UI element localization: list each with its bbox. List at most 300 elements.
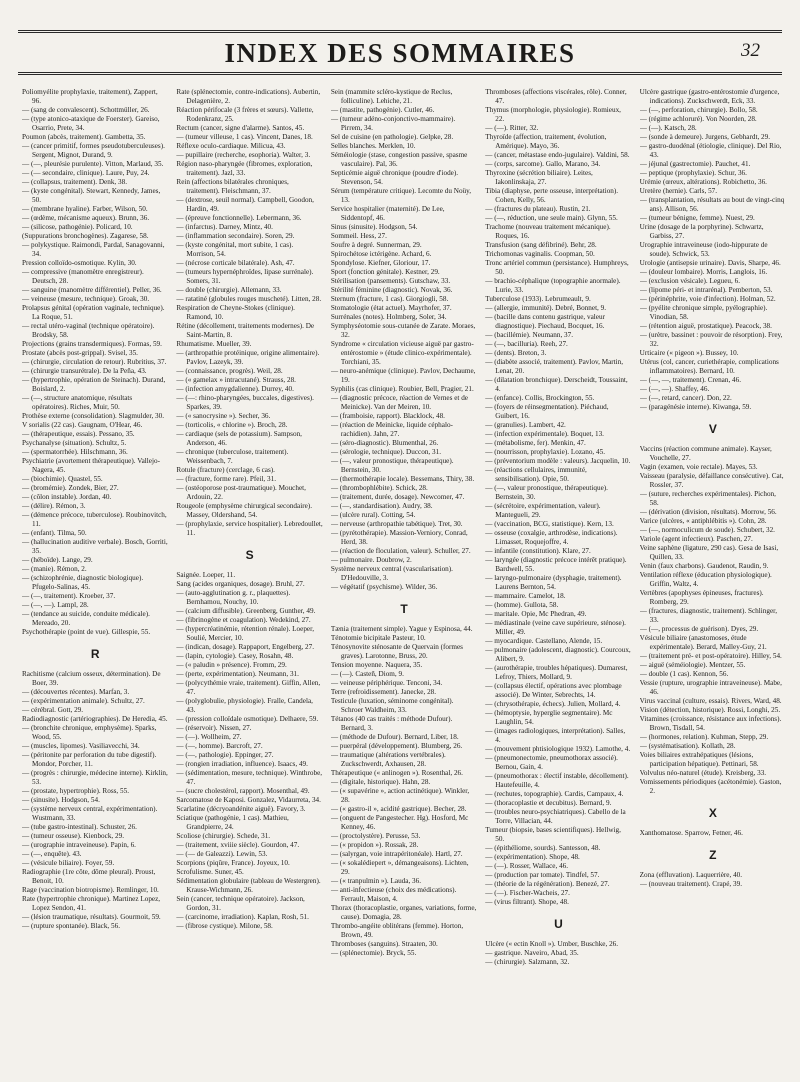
index-entry: — (— secondaire, clinique). Laure, Puy, 24.	[22, 169, 150, 177]
index-entry: Urographie intraveineuse (iodo-hippurate de soude). Schwick, 53.	[639, 241, 768, 258]
index-entry: — (hallucination auditive verbale). Bosch, Gorriti, 35.	[22, 538, 168, 555]
index-entry: — (torticolis, « chlorine »). Broch, 28.	[176, 421, 288, 429]
index-entry: Utérus (col, cancer, curiethérapie, complications inflammatoires). Bernard, 10.	[639, 358, 779, 375]
index-entry: — (fracture, forme rare). Pfeil, 31.	[176, 475, 276, 483]
index-entry: Sommeil. Hess, 27.	[330, 232, 387, 240]
index-entry: — (préventorium modèle : valeurs). Jacquelin, 10.	[485, 457, 631, 465]
index-entry: — (membrane hyaline). Farber, Wilson, 50.	[22, 205, 148, 213]
index-entry: — ratatiné (globules rouges muscheté). Litten, 28.	[176, 295, 322, 303]
index-entry: — (—, —). Lampl, 28.	[22, 601, 89, 609]
index-entry: — (exclusion vésicale). Legueu, 6.	[639, 277, 741, 285]
index-column	[640, 88, 786, 1074]
index-entry: — (théorie de la régénération). Benezé, 27.	[485, 880, 610, 888]
section-letter: Z	[709, 848, 717, 862]
index-entry: Rotule (fracture) (cerclage, 6 cas).	[176, 466, 275, 474]
index-entry: Réflexe oculo-cardiaque. Milicua, 43.	[176, 142, 286, 150]
index-entry: — (fractures du plateau). Rustin, 21.	[485, 205, 591, 213]
index-entry: Sinus (sinusite). Hodgson, 54.	[330, 223, 418, 231]
index-column	[331, 88, 477, 1074]
index-entry: — (urographie intraveineuse). Papin, 6.	[22, 841, 136, 849]
index-entry: Syphilis (cas clinique). Roubier, Bell, Pragier, 21.	[330, 385, 474, 393]
index-entry: Scoliose (chirurgie). Schede, 31.	[176, 832, 271, 840]
index-entry: — (homme). Gullota, 58.	[485, 601, 559, 609]
index-entry: — (« gastro-il », acidité gastrique). Becher, 28.	[330, 805, 467, 813]
index-entry: — chronique (tuberculose, traitement). Weissenbach, 7.	[176, 448, 289, 465]
index-entry: — (polycythémie vraie, traitement). Giffin, Allen, 47.	[176, 679, 321, 696]
index-entry: Stérilité féminine (diagnostic). Novak, 36.	[330, 286, 453, 294]
index-entry: Vertèbres (apophyses épineuses, fractures). Romberg, 29.	[639, 589, 764, 606]
index-entry: Sternum (fracture, 1 cas). Giorgiogli, 58.	[330, 295, 449, 303]
index-entry: — (collapsus électif, opérations avec plombage associé). De Winter, Sebrechts, 14.	[485, 682, 622, 699]
index-entry: — médiastinale (veine cave supérieure, sténose). Miller, 49.	[485, 619, 626, 636]
index-entry: — (thermothérapie locale). Bessemans, Thiry, 38.	[330, 475, 475, 483]
index-entry: — (prostate, hypertrophie). Ross, 55.	[22, 787, 129, 795]
index-entry: Thromboses (sanguins). Straaten, 30.	[330, 940, 438, 948]
index-entry: — (corps, sarcome). Gallo, Marano, 34.	[485, 160, 601, 168]
index-column	[485, 88, 631, 1074]
index-entry: — pupillaire (recherche, esophoria). Walter, 3.	[176, 151, 311, 159]
index-entry: Variole (agent infectieux). Paschen, 27.	[639, 535, 753, 543]
index-entry: — (épreuve fonctionnelle). Lebermann, 36.	[176, 214, 302, 222]
index-entry: — (hypertrophie, opération de Steinach). Durand, Boislard, 2.	[22, 376, 166, 393]
index-entry: — osseuse (coxalgie, arthrodèse, indications). Limasset, Roquejoffre, 4.	[485, 529, 618, 546]
index-entry: Radiodiagnostic (artériographies). De Heredia, 45.	[22, 715, 168, 723]
index-entry: — veineuse (mesure, technique). Groak, 30.	[22, 295, 150, 303]
index-columns	[22, 88, 786, 1074]
index-entry: — (lésion traumatique, résultats). Gourmoit, 59.	[22, 913, 161, 921]
index-entry: — (—). Rosser, Wallace, 46.	[485, 862, 569, 870]
index-entry: — (hypercréatinémie, rétention rénale). Loeper, Soulié, Mercier, 10.	[176, 625, 315, 642]
index-entry: — (schizophrénie, diagnostic biologique). Pfugelo-Salinas, 45.	[22, 574, 144, 591]
index-entry: Respiration de Cheyne-Stokes (clinique). Ramond, 10.	[176, 304, 295, 321]
index-entry: — (vésicule biliaire). Foyer, 59.	[22, 859, 115, 867]
index-entry: — (—, perforation, chirurgie). Bollo, 58.	[639, 106, 758, 114]
index-entry: — (—, —, traitement). Crenan, 46.	[639, 376, 742, 384]
index-entry: — (traitement pré- et post-opératoire). Hilley, 54.	[639, 652, 782, 660]
index-entry: — (bromémie). Zondek, Bier, 27.	[22, 484, 119, 492]
index-entry: Sarcomatose de Kaposi. Gonzalez, Vidaurreta, 34.	[176, 796, 321, 804]
index-entry: Trachome (nouveau traitement mécanique). Roques, 16.	[485, 223, 611, 240]
index-entry: Vagin (examen, voie rectale). Mayes, 53.	[639, 463, 758, 471]
index-entry: — (sang de convalescent). Schottmüller, 26.	[22, 106, 150, 114]
index-entry: Saignée. Loeper, 11.	[176, 571, 236, 579]
index-entry: Virus vaccinal (culture, essais). Rivers, Ward, 48.	[639, 697, 782, 705]
index-entry: — (manie). Rémon, 2.	[22, 565, 87, 573]
section-letter: V	[708, 422, 717, 436]
index-entry: — (infection expérimentale). Boquet, 13.	[485, 430, 604, 438]
index-entry: — (virus filtrant). Shope, 48.	[485, 898, 569, 906]
index-entry: — (thérapeutique, essais). Pessano, 35.	[22, 430, 135, 438]
index-entry: Varice (ulcères, « antiphlébitis »). Cohn, 28.	[639, 517, 767, 525]
index-entry: Volvulus néo-naturel (étude). Kreisberg, 33.	[639, 769, 767, 777]
section-letter: S	[245, 548, 254, 562]
index-entry: — (périnéphrite, voie d'infection). Holman, 52.	[639, 295, 776, 303]
index-entry: — (suture, recherches expérimentales). Pichon, 58.	[639, 490, 776, 507]
index-entry: Séméiologie (stase, congestion passive, spasme vasculaire). Pal, 36.	[330, 151, 468, 168]
index-entry: — (dents). Breton, 3.	[485, 349, 547, 357]
index-entry: Thymus (morphologie, physiologie). Romieux, 22.	[485, 106, 621, 123]
index-entry: Radiographie (1re côte, dôme pleural). Proust, Benoit, 10.	[22, 868, 156, 885]
index-entry: Veine saphène (ligature, 290 cas). Gesa de Isasi, Quillen, 33.	[639, 544, 779, 561]
index-entry: Rein (affections bilatérales chroniques, traitement). Fleischmann, 37.	[176, 178, 289, 195]
index-entry: — (granulies). Lambert, 42.	[485, 421, 566, 429]
index-entry: Sang (acides organiques, dosage). Bruhl, 27.	[176, 580, 305, 588]
index-entry: — (pyélite chronique simple, pyélographie). Vinodian, 58.	[639, 304, 768, 321]
index-entry: — (tumeur bénigne, femme). Nuest, 29.	[639, 214, 755, 222]
index-entry: Thérapeutique (« anlinogen »). Rosenthal, 26.	[330, 769, 463, 777]
index-entry: — puerpéral (développement). Blumberg, 26.	[330, 742, 463, 750]
index-entry: Thromboses (affections viscérales, rôle). Conner, 47.	[485, 88, 627, 105]
index-entry: Voies biliaires extrahépatiques (lésions, participation hépatique). Pettinari, 58.	[639, 751, 759, 768]
index-entry: Septicémie aiguë chronique (poudre d'iode). Stevenson, 54.	[330, 169, 459, 186]
index-entry: — compressive (manomètre enregistreur). Deutsch, 28.	[22, 268, 144, 285]
index-entry: — (lipome péri- et intrarénal). Pemberton, 53.	[639, 286, 773, 294]
index-entry: Symphyséotomie sous-cutanée de Zarate. Moraes, 32.	[330, 322, 476, 339]
index-entry: — traumatique (altérations vertébrales). Zuckschwerdt, Axhausen, 28.	[330, 751, 446, 768]
index-entry: — brachio-céphalique (topographie anormale). Lurie, 33.	[485, 277, 621, 294]
index-entry: Rage (vaccination biotropisme). Remlinger, 10.	[22, 886, 159, 894]
index-entry: — (réservoir). Nissen, 27.	[176, 724, 252, 732]
index-entry: Prostate (abcès post-grippal). Svisel, 35.	[22, 349, 138, 357]
index-entry: — (traitement, durée, dosage). Newcomer, 47.	[330, 493, 465, 501]
index-entry: Syndrome « circulation vicieuse aiguë par gastro-entérostomie » (étude clinico-expérimentale). Torchiani, 35.	[330, 340, 474, 366]
index-entry: — (spermatorrhée). Hilschmann, 36.	[22, 448, 128, 456]
index-entry: Thyroxine (sécrétion biliaire). Leites, Iakonlinskaja, 27.	[485, 169, 593, 186]
index-entry: — laryngo-pulmonaire (dysphagie, traitement). Laurens Bernton, 54.	[485, 574, 622, 591]
index-entry: — (proctolystère). Perusse, 53.	[330, 832, 421, 840]
index-entry: Testicule (luxation, séminome congénital). Schroer Waldheim, 33.	[330, 697, 454, 714]
index-entry: Scarlatine (décryoandénite aiguë). Favory, 3.	[176, 805, 306, 813]
index-entry: Psychothérapie (point de vue). Gillespie, 55.	[22, 628, 151, 636]
index-entry: — (« sanocrysine »). Secher, 36.	[176, 412, 271, 420]
index-entry: Urémie (œreux, altérations). Robichetto, 36.	[639, 178, 767, 186]
section-letter: T	[400, 602, 408, 616]
index-entry: Tronc artériel commun (persistance). Humphreys, 50.	[485, 259, 629, 276]
index-entry: Soufre à degré. Sunnerman, 29.	[330, 241, 422, 249]
index-entry: — (type atonico-ataxique de Foerster). Gareiso, Osarrio, Prete, 34.	[22, 115, 160, 132]
index-entry: Poliomyélite prophylaxie, traitement), Zappert, 96.	[22, 88, 158, 105]
index-entry: — jéjunal (gastrectomie). Pauchet, 41.	[639, 160, 751, 168]
index-entry: — (lapin, cytologie). Casey, Rosahn, 48.	[176, 652, 294, 660]
index-entry: — (transplantation, résultats au bout de vingt-cinq ans). Allison, 56.	[639, 196, 785, 213]
index-entry: Pression colloïdo-osmotique. Kylin, 30.	[22, 259, 137, 267]
index-entry: Service hospitalier (maternité). De Lee, Siddentopf, 46.	[330, 205, 445, 222]
index-entry: — mammaire. Camelot, 18.	[485, 592, 566, 600]
index-entry: — (chirurgie transurétrale). De la Peña, 43.	[22, 367, 147, 375]
index-entry: Rate (hypertrophie chronique). Martinez Lopez, Lopez Sendon, 41.	[22, 895, 161, 912]
index-entry: — myocardique. Castellano, Alende, 15.	[485, 637, 603, 645]
index-entry: Système nerveux central (vascularisation). D'Hedouville, 3.	[330, 565, 453, 582]
index-entry: Surrénales (notes). Holmberg, Soler, 34.	[330, 313, 447, 321]
index-entry: — (pneumonectomie, pneumothorax associé). Bernou, Gain, 4.	[485, 754, 618, 771]
index-entry: Spirochétose ictérigène. Achard, 6.	[330, 250, 432, 258]
index-entry: — (progrès : chirurgie, médecine interne). Kirklin, 53.	[22, 769, 168, 786]
index-entry: Selles blanches. Merklen, 10.	[330, 142, 416, 150]
index-entry: — (pneumothorax : électif instable, décollement). Hautefeuille, 4.	[485, 772, 629, 789]
index-entry: — (biochimie). Quastel, 55.	[22, 475, 103, 483]
index-entry: — (framboisie, rapport). Blacklock, 48.	[330, 412, 445, 420]
index-entry: — (pression colloïdale osmotique). Delhaere, 59.	[176, 715, 319, 723]
index-entry: — (—, valeur pronostique, thérapeutique). Bernstein, 30.	[330, 457, 454, 474]
index-entry: — (auto-agglutination g. r., plaquettes). Bernhamou, Nouchy, 10.	[176, 589, 291, 606]
index-entry: V sorialis (22 cas). Gaugnam, O'Hear, 46.	[22, 421, 143, 429]
index-entry: Ulcère (« ectin Knoll »). Umber, Buschke, 26.	[485, 940, 619, 948]
index-entry: — (dilatation bronchique). Derscheidt, Toussaint, 4.	[485, 376, 628, 393]
index-entry: — (foyers de réinsegmentation). Piéchaud, Guibert, 16.	[485, 403, 609, 420]
index-entry: — (splénectomie). Bryck, 55.	[330, 949, 417, 957]
index-entry: Rectum (cancer, signe d'alarme). Santos, 45.	[176, 124, 305, 132]
index-entry: Ténosynovite sténosante de Quervain (formes graves). Larotonne, Bruss, 20.	[330, 643, 463, 660]
index-entry: — (—). Wollheim, 27.	[176, 733, 242, 741]
index-entry: — (indican, dosage). Rappaport, Engelberg, 27.	[176, 643, 314, 651]
index-entry: — (—, pleurésie purulente). Vitton, Marlaud, 35.	[22, 160, 164, 168]
index-entry: — (héboïde). Lange, 29.	[22, 556, 93, 564]
index-entry: — (systématisation). Kollath, 28.	[639, 742, 736, 750]
index-entry: — (fibrose cystique). Milone, 58.	[176, 922, 273, 930]
index-entry: — (« sokalédiepert », démangeaisons). Lichten, 29.	[330, 859, 469, 876]
index-entry: — (aurothérapie, troubles hépatiques). Dumarest, Lefroy, Thiers, Mollard, 9.	[485, 664, 628, 681]
index-entry: Sein (cancer, technique opératoire). Jackson, Gordon, 31.	[176, 895, 305, 912]
index-entry: — (découvertes récentes). Marfan, 3.	[22, 688, 130, 696]
index-entry: — (péritonite par perforation du tube digestif). Mondor, Porcher, 11.	[22, 751, 157, 768]
section-letter: R	[90, 647, 100, 661]
index-entry: — (régime achloruré). Von Noorden, 28.	[639, 115, 757, 123]
index-entry: — aiguë (séméiologie). Mentzer, 55.	[639, 661, 746, 669]
index-entry: Vessie (rupture, urographie intraveineuse). Mabe, 46.	[639, 679, 782, 696]
index-entry: Stérilisation (pansements). Gutschaw, 33.	[330, 277, 451, 285]
index-entry: — (polyglobulie, physiologie). Fralle, Candela, 43.	[176, 697, 313, 714]
index-entry: — (thrombophlébite). Schick, 28.	[330, 484, 428, 492]
index-entry: Prolapsus génital (opération vaginale, technique). La Roque, 51.	[22, 304, 165, 321]
index-entry: — (kyste congénital, mort subite, 1 cas). Morrison, 54.	[176, 241, 294, 258]
index-entry: Tænia (traitement simple). Yague y Espinosa, 44.	[330, 625, 473, 633]
index-entry: Rétine (décollement, traitements modernes). De Saint-Martin, 8.	[176, 322, 315, 339]
index-column	[176, 88, 322, 1074]
index-entry: — (—). Casteñ, Diom, 9.	[330, 670, 404, 678]
index-entry: — (digitale, historique). Hahn, 28.	[330, 778, 431, 786]
index-entry: Ulcère gastrique (gastro-entérostomie d'urgence, indications). Zuckschwerdt, Eck, 33.	[639, 88, 780, 105]
index-entry: — (allergie, immunité). Debré, Bonnet, 9.	[485, 304, 607, 312]
index-entry: — (bacillémie). Neumann, 37.	[485, 331, 574, 339]
index-entry: — (—, réduction, une seule main). Glynn, 55.	[485, 214, 618, 222]
section-letter: U	[554, 917, 563, 931]
index-entry: — (carcinome, irradiation). Kaplan, Rosh, 51.	[176, 913, 309, 921]
index-entry: Rachitisme (calcium osseux, détermination). De Boer, 39.	[22, 670, 161, 687]
index-entry: Tumeur (biopsie, bases scientifiques). Hellwig, 50.	[485, 826, 621, 843]
index-entry: — (expérimentation). Shope, 48.	[485, 853, 580, 861]
index-entry: — (séro-diagnostic). Blumenthal, 26.	[330, 439, 439, 447]
index-entry: — (sédimentation, mesure, technique). Winthrobe, 47.	[176, 769, 323, 786]
index-entry: — cardiaque (sels de potassium). Sampson, Anderson, 46.	[176, 430, 302, 447]
index-entry: Thyroïde (affection, traitement, évolution, Amérique). Mayo, 36.	[485, 133, 607, 150]
index-entry: — (—, enquête). 43.	[22, 850, 82, 858]
index-entry: — (système nerveux central, expérimentation). Wustmann, 33.	[22, 805, 158, 822]
index-entry: — (rétention aiguë, prostatique). Peacock, 38.	[639, 322, 772, 330]
index-entry: — (sécrétoire, expérimentation, valeur). Mantegueli, 29.	[485, 502, 601, 519]
index-entry: — (hormones, relation). Kuhman, Stepp, 29.	[639, 733, 769, 741]
index-entry: Sport (fonction génitale). Kestner, 29.	[330, 268, 440, 276]
index-entry: — (ulcère rural). Cotting, 54.	[330, 511, 416, 519]
index-entry: — polykystique. Raimondi, Pardal, Sanagovanni, 34.	[22, 241, 165, 258]
index-entry: — (—, valeur pronostique, thérapeutique). Bernstein, 30.	[485, 484, 608, 501]
index-entry: — rectal utéro-vaginal (technique opératoire). Brodsky, 58.	[22, 322, 155, 339]
index-entry: — peptique (prophylaxie). Schur, 36.	[639, 169, 747, 177]
index-entry: — (tumeurs hypernéphroïdes, lipase surrénale). Somers, 31.	[176, 268, 314, 285]
index-entry: Ténotomie bicipitale Pasteur, 10.	[330, 634, 426, 642]
index-entry: Vitamines (croissance, résistance aux infections). Brown, Tisdall, 54.	[639, 715, 782, 732]
index-entry: — (« paludin » présence). Fromm, 29.	[176, 661, 287, 669]
index-entry: — (fibrinogène et coagulation). Wedekind, 27.	[176, 616, 311, 624]
index-entry: — (infarctus). Darney, Mintz, 40.	[176, 223, 273, 231]
index-entry: — (—). Ritter, 32.	[485, 124, 539, 132]
index-entry: Vomissements périodiques (acétonémie). Gaston, 2.	[639, 778, 782, 795]
index-entry: Région naso-pharyngée (fibromes, exploration, traitement). Jazl, 33.	[176, 160, 313, 177]
index-entry: — neuro-anémique (clinique). Pavlov, Dechaume, 19.	[330, 367, 476, 384]
index-entry: — (sinusite). Hodgson, 54.	[22, 796, 100, 804]
index-entry: — (—, traitement). Kroeber, 37.	[22, 592, 116, 600]
index-entry: — (mastite, pathogénie). Cutler, 46.	[330, 106, 435, 114]
index-entry: Tibia (diaphyse, perte osseuse, interprétation). Cohen, Kelly, 56.	[485, 187, 619, 204]
index-entry: — (tube gastro-intestinal). Schuster, 26.	[22, 823, 137, 831]
index-entry: Spondylose. Kiefner, Gloriour, 17.	[330, 259, 431, 267]
page-title: INDEX DES SOMMAIRES	[224, 38, 576, 68]
index-entry: — infantile (constitution). Klare, 27.	[485, 547, 591, 555]
index-entry: Tétanos (40 cas traités : méthode Dufour). Bernard, 3.	[330, 715, 453, 732]
index-entry: — (enfance). Collis, Brockington, 55.	[485, 394, 595, 402]
index-entry: Scorpions (piqûre, France). Joyeux, 10.	[176, 859, 290, 867]
index-entry: — (réaction de Meinicke, liquide céphalo-rachidien). Jahn, 27.	[330, 421, 453, 438]
index-entry: — (côlon instable). Jordan, 40.	[22, 493, 112, 501]
index-entry: Urologie (antisepsie urinaire). Davis, Sharpe, 46.	[639, 259, 781, 267]
index-entry: Scrofulisme. Suner, 45.	[176, 868, 244, 876]
index-entry: Sérum (température critique). Lecomte du Noüy, 13.	[330, 187, 472, 204]
index-entry: — (enfant). Tilma, 50.	[22, 529, 87, 537]
index-entry: — (—, bacilluria). Reeh, 27.	[485, 340, 568, 348]
index-entry: — (thoracoplastie et decubitus). Bernard, 9.	[485, 799, 612, 807]
index-entry: Trichomonas vaginalis. Coopman, 50.	[485, 250, 595, 258]
index-entry: — (infection amygdalienne). Durrey, 40.	[176, 385, 294, 393]
index-entry: — végétatif (psychisme). Wilder, 36.	[330, 583, 438, 591]
index-entry: — (fractures, diagnostic, traitement). Schlinger, 33.	[639, 607, 778, 624]
index-entry: — (vaccination, BCG, statistique). Kern, 13.	[485, 520, 614, 528]
index-entry: — (épithéliome, sourds). Santesson, 48.	[485, 844, 601, 852]
index-entry: — (—, homme). Barcroft, 27.	[176, 742, 263, 750]
index-entry: — (hémoptysie, hyperglie segmentaire). Mc Laughlin, 54.	[485, 709, 613, 726]
header-bottom-rule	[18, 72, 782, 75]
index-entry: — (tumeur adéno-conjonctivo-mammaire). Pirrem, 34.	[330, 115, 456, 132]
index-entry: — veineuse périphérique. Tenconi, 34.	[330, 679, 443, 687]
index-entry: — (réactions cellulaires, immunité, sensibilisation). Opie, 50.	[485, 466, 587, 483]
index-entry: — (kyste congénital). Stewart, Kennedy, James, 50.	[22, 187, 161, 204]
index-entry: — (expérimentation animale). Schultz, 27.	[22, 697, 145, 705]
index-entry: Poumon (abcès, traitement). Gambetta, 35.	[22, 133, 146, 141]
index-entry: — (connaissance, progrès). Weil, 28.	[176, 367, 283, 375]
index-entry: — (« tranpulmin »). Lauda, 36.	[330, 877, 422, 885]
index-entry: — (métabolisme, fer). Menkin, 47.	[485, 439, 586, 447]
index-entry: Sédimentation globulaire (tableau de Westergren). Krause-Wichmann, 26.	[176, 877, 321, 894]
index-entry: — (douleur lombaire). Morris, Langlois, 16.	[639, 268, 768, 276]
index-entry: — double (1 cas). Kennon, 56.	[639, 670, 729, 678]
index-entry: — (tumeur villeuse, 1 cas). Vincent, Danes, 18.	[176, 133, 313, 141]
index-entry: — (collapsus, traitement). Denk, 38.	[22, 178, 127, 186]
index-entry: — (muscles, lipomes). Vasiliavecchi, 34.	[22, 742, 140, 750]
index-entry: — (troubles neuro-psychiatriques). Cabello de la Torre, Villacian, 44.	[485, 808, 626, 825]
index-entry: Zona (effluvation). Laquerrière, 40.	[639, 871, 743, 879]
index-entry: — (nécrose corticale bilatérale). Ash, 47.	[176, 259, 295, 267]
index-entry: — (rupture spontanée). Black, 56.	[22, 922, 120, 930]
index-entry: Psychanalyse (situation). Schultz, 5.	[22, 439, 127, 447]
index-entry: — (traitement, xviiie siècle). Gourdon, 47.	[176, 841, 300, 849]
index-entry: Venin (faux charbons). Gaudenot, Raudin, 9.	[639, 562, 769, 570]
index-entry: Transfusion (sang défibriné). Behr, 28.	[485, 241, 597, 249]
index-entry: Réaction périfocale (3 frères et sœurs). Vallette, Rodenkranz, 25.	[176, 106, 314, 123]
index-entry: — (dérivation (division, résultats). Morrow, 56.	[639, 508, 777, 516]
index-entry: — (tumeur osseuse). Kienbock, 29.	[22, 832, 125, 840]
index-entry: — (prophylaxie, service hospitalier). Lebredoullet, 11.	[176, 520, 323, 537]
index-entry: — (bacille dans contenu gastrique, valeur diagnostique). Piechaud, Bocquet, 16.	[485, 313, 605, 330]
index-entry: Psychiatrie (avortement thérapeutique). Vallejo-Nagera, 45.	[22, 457, 160, 474]
index-entry: — (—, retard, cancer). Don, 22.	[639, 394, 732, 402]
index-entry: — sanguine (manomètre différentiel). Peller, 36.	[22, 286, 162, 294]
index-entry: — gastrique. Naveiro, Abad, 35.	[485, 949, 579, 957]
index-entry: — double (chirurgie). Allemann, 33.	[176, 286, 282, 294]
index-entry: Urine (dosage de la porphyrine). Schwartz, Garbiss, 27.	[639, 223, 764, 240]
index-entry: — (production par tomate). Tindfel, 57.	[485, 871, 600, 879]
index-entry: — (démence précoce, tuberculose). Roubinovitch, 11.	[22, 511, 167, 528]
index-entry: — (—, standardisation). Audry, 38.	[330, 502, 433, 510]
index-entry: — (dextrose, seuil normal). Campbell, Goodon, Hardin, 49.	[176, 196, 314, 213]
index-entry: Rougeole (emphysème chirurgical secondaire). Massey, Oldershand, 54.	[176, 502, 312, 519]
index-entry: Prothèse externe (consolidation). Slagmulder, 30.	[22, 412, 165, 420]
index-entry: — pulmonaire (adolescent, diagnostic). Courcoux, Alibert, 9.	[485, 646, 631, 663]
index-entry: Xanthomatose. Sparrow, Fetner, 46.	[639, 829, 743, 837]
index-entry: — (—, pathologie). Eppinger, 27.	[176, 751, 274, 759]
index-entry: — (œdème, mécanisme aqueux). Brunn, 36.	[22, 214, 150, 222]
index-entry: — laryngée (diagnostic précoce intérêt pratique). Bardwell, 55.	[485, 556, 627, 573]
index-column	[22, 88, 168, 1074]
index-entry: — (chirurgie, circulation de retour). Rubritius, 37.	[22, 358, 167, 366]
index-entry: Sein (mammite scléro-kystique de Reclus, folliculine). Lehiche, 21.	[330, 88, 453, 105]
index-entry: Tuberculose (1933). Lebrumeault, 9.	[485, 295, 591, 303]
index-entry: — (paragénésie interne). Kiwanga, 59.	[639, 403, 752, 411]
index-entry: — (chirurgie). Salzmann, 32.	[485, 958, 570, 966]
index-entry: — (nouveau traitement). Crapé, 39.	[639, 880, 743, 888]
index-entry: — (rongien irradiation, influence). Isaacs, 49.	[176, 760, 308, 768]
index-entry: — (—). Katsch, 28.	[639, 124, 697, 132]
index-entry: — (sonde à demeure). Jurgens, Gebhardt, 29.	[639, 133, 771, 141]
index-entry: Vision (détection, historique). Rossi, Longhi, 25.	[639, 706, 781, 714]
index-entry: — (—, —). Shaffey, 46.	[639, 385, 710, 393]
index-entry: — cérébral. Gott, 29.	[22, 706, 84, 714]
index-entry: Tension moyenne. Naquera, 35.	[330, 661, 423, 669]
index-entry: — (« propidon »). Rossak, 28.	[330, 841, 419, 849]
index-entry: — (—, processus de guérison). Dyes, 29.	[639, 625, 759, 633]
index-entry: Thorax (thoracoplastie, organes, variations, forme, cause). Domagia, 28.	[330, 904, 477, 921]
index-entry: Sel de cuisine (en pathologie). Gelpke, 28.	[330, 133, 454, 141]
index-entry: — (sucre cholestérol, rapport). Mosenthal, 49.	[176, 787, 310, 795]
index-entry: Vaccins (réaction commune animale). Kayser, Vouchelle, 27.	[639, 445, 772, 462]
index-entry: Stomatologie (état actuel). Mayrhofer, 37.	[330, 304, 452, 312]
index-entry: — anti-infectieuse (choix des médications). Ferrault, Maison, 4.	[330, 886, 457, 903]
index-entry: Rate (splénectomie, contre-indications). Aubertin, Delagenière, 2.	[176, 88, 321, 105]
index-entry: Projections (grains transdermiques). Formas, 59.	[22, 340, 162, 348]
page-number: 32	[741, 40, 760, 61]
index-entry: — (méthode de Dufour). Bernard, Liber, 18.	[330, 733, 459, 741]
index-entry: — (rechutes, topographie). Cardis, Campaux, 4.	[485, 790, 624, 798]
index-entry: — maritale. Opie, Mc Phedran, 49.	[485, 610, 587, 618]
index-entry: — (cancer, métastase endo-jugulaire). Valdini, 58.	[485, 151, 630, 159]
index-entry: — (—). Fischer-Wacheis, 27.	[485, 889, 570, 897]
